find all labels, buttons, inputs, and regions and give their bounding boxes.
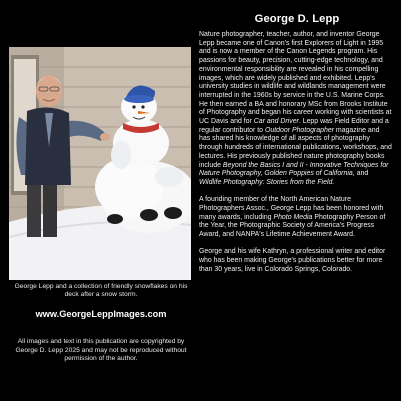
website-link[interactable]: www.GeorgeLeppImages.com <box>35 309 167 319</box>
bio-text: A founding member of the North American Nature Photographers Assoc., George Lepp has been honored with many awards, including <box>199 196 384 221</box>
bio-paragraph-3: George and his wife Kathryn, a professional writer and editor who has been making George's publications better for more than 30 years, live in Colorado Springs, Colorado. <box>199 248 386 273</box>
bio-text: Photography Person of the Year, the Photographic Society of America's Progress Award, and NANPA's Lifetime Achievement Award. <box>199 213 386 239</box>
bio-text: Nature photographer, teacher, author, and inventor George Lepp became one of Canon's first Explorers of Light in 1995 and is now a member of the Canon Legends program. His passions for beauty, precision, cutting-edge technology, and environmental responsibility are revealed in his compelling images, which are widely published and exhibited. Lepp's university studies in wildlife and wildlands management were interrupted in the 1960s by service in the U.S. Marine Corps. He then earned a BA and honorary MSc from Brooks Institute of Photography and began his career working with scientists at UC Davis and for <box>199 31 392 126</box>
bio-italic: Beyond the Basics I and II - Innovative Techniques for Nature Photography, Golden Poppies of California, <box>199 161 389 178</box>
bio-paragraph-2 <box>199 196 392 240</box>
bio-paragraph-1 <box>199 31 392 188</box>
bio-italic: Photo Media <box>273 213 313 221</box>
page-title: George D. Lepp <box>254 13 340 25</box>
photo-caption: George Lepp and a collection of friendly snowflakes on his deck after a snow storm. <box>14 283 188 299</box>
biography <box>199 31 392 283</box>
copyright-notice: All images and text in this publication are copyrighted by George D. Lepp 2025 and may not be reproduced without permission of the author. <box>15 338 187 363</box>
bio-italic: Car and Driver <box>253 118 299 126</box>
bio-text: magazine and has shared his knowledge of all aspects of photography through hundreds of international publications, workshops, and lectures. His previously published nature photography books include <box>199 126 392 169</box>
bio-text: and <box>354 170 369 178</box>
author-photo <box>9 47 191 280</box>
bio-italic: Wildlife Photography: Stories from the Field. <box>199 178 335 186</box>
bio-italic: Outdoor Photographer <box>264 126 334 134</box>
bio-text: . Lepp was Field Editor and a regular contributor to <box>199 118 389 134</box>
